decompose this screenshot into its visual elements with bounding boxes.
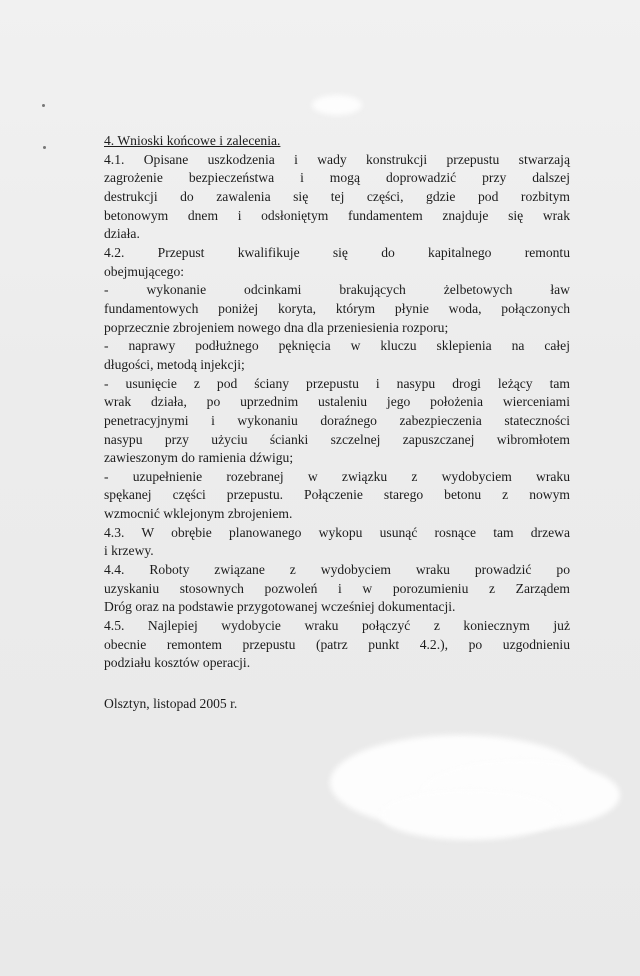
text-line: 4.4. Roboty związane z wydobyciem wraku prowadzić po: [104, 562, 570, 578]
scan-smudge: [380, 790, 560, 840]
text-line: - usunięcie z pod ściany przepustu i nasypu drogi leżący tam: [104, 375, 570, 391]
text-line: - wykonanie odcinkami brakujących żelbetowych ław: [104, 282, 570, 298]
text-line: poprzecznie zbrojeniem nowego dna dla przeniesienia rozporu;: [104, 319, 449, 335]
scan-speck: [42, 104, 45, 107]
text-line: obejmującego:: [104, 263, 185, 279]
place-date: Olsztyn, listopad 2005 r.: [104, 696, 238, 712]
text-line: podziału kosztów operacji.: [104, 655, 251, 671]
text-line: 4.1. Opisane uszkodzenia i wady konstrukcji przepustu stwarzają: [104, 151, 570, 167]
text-line: 4.5. Najlepiej wydobycie wraku połączyć z koniecznym już: [104, 618, 570, 634]
text-line: penetracyjnymi i wykonaniu doraźnego zabezpieczenia stateczności: [104, 412, 570, 428]
text-line: zagrożenie bezpieczeństwa i mogą doprowadzić przy dalszej: [104, 170, 570, 186]
text-line: destrukcji do zawalenia się tej części, gdzie pod rozbitym: [104, 188, 570, 204]
text-line: obecnie remontem przepustu (patrz punkt 4.2.), po uzgodnieniu: [104, 636, 570, 652]
text-line: wrak działa, po uprzednim ustaleniu jego położenia wierceniami: [104, 394, 570, 410]
text-line: wzmocnić wklejonym zbrojeniem.: [104, 506, 293, 522]
text-line: spękanej części przepustu. Połączenie starego betonu z nowym: [104, 487, 570, 503]
document-body: [104, 132, 570, 714]
section-heading: 4. Wnioski końcowe i zalecenia.: [104, 133, 281, 148]
text-line: nasypu przy użyciu ścianki szczelnej zapuszczanej wibromłotem: [104, 431, 570, 447]
text-line: betonowym dnem i odsłoniętym fundamentem znajduje się wrak: [104, 207, 570, 223]
text-line: długości, metodą injekcji;: [104, 356, 245, 372]
text-line: działa.: [104, 226, 140, 242]
body-text: [104, 151, 570, 673]
text-line: - naprawy podłużnego pęknięcia w kluczu sklepienia na całej: [104, 338, 570, 354]
text-line: uzyskaniu stosownych pozwoleń i w porozumieniu z Zarządem: [104, 580, 570, 596]
text-line: zawieszonym do ramienia dźwigu;: [104, 450, 294, 466]
text-line: i krzewy.: [104, 543, 154, 559]
text-line: 4.2. Przepust kwalifikuje się do kapitalnego remontu: [104, 244, 570, 260]
scan-smudge: [312, 95, 362, 115]
text-line: 4.3. W obrębie planowanego wykopu usunąć rosnące tam drzewa: [104, 524, 570, 540]
text-line: - uzupełnienie rozebranej w związku z wydobyciem wraku: [104, 468, 570, 484]
text-line: Dróg oraz na podstawie przygotowanej wcześniej dokumentacji.: [104, 599, 456, 615]
scan-speck: [43, 146, 46, 149]
text-line: fundamentowych poniżej koryta, którym płynie woda, połączonych: [104, 300, 570, 316]
